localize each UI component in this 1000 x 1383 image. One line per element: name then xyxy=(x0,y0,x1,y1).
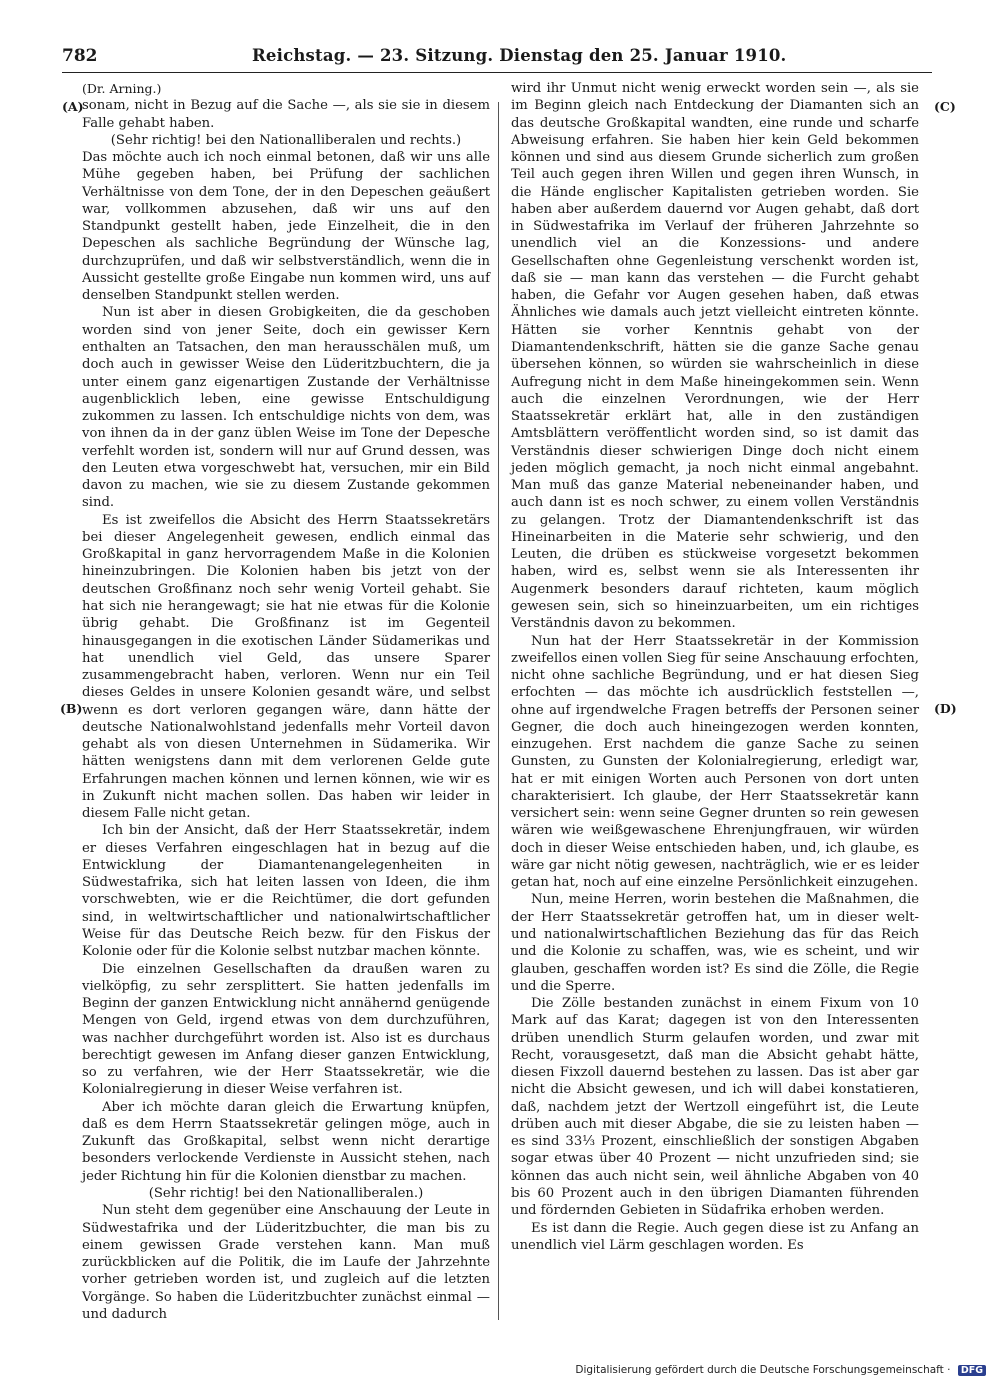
paragraph: Das möchte auch ich noch einmal betonen, daß wir uns alle Mühe gegeben haben, bei Prüfung der sachlichen Verhältnisse von dem Tone, der in den Depeschen geäußert war, vollkommen abzusehen, daß wir uns auf den Standpunkt gestellt haben, jede Einzelheit, die in den Depeschen als sachliche Begründung der Wünsche lag, durchzuprüfen, und daß wir selbstverständlich, wenn die in Aussicht gestellte große Eingabe nun kommen wird, uns auf denselben Standpunkt stellen werden. xyxy=(82,150,490,304)
margin-mark-c: (C) xyxy=(934,99,956,114)
paragraph: sonam, nicht in Bezug auf die Sache —, als sie sie in diesem Falle gehabt haben. xyxy=(82,98,490,131)
interjection: (Sehr richtig! bei den Nationalliberalen und rechts.) xyxy=(110,132,462,148)
paragraph: Aber ich möchte daran gleich die Erwartung knüpfen, daß es dem Herrn Staatssekretär gelingen möge, auch in Zukunft das Großkapital, selbst wenn nicht derartige besonders verlockende Verdienste in Aussicht stehen, nach jeder Richtung hin für die Kolonien dienstbar zu machen. xyxy=(82,1099,490,1184)
page-number: 782 xyxy=(62,46,98,66)
margin-mark-a: (A) xyxy=(62,99,84,114)
column-divider xyxy=(498,102,499,1320)
running-title: Reichstag. — 23. Sitzung. Dienstag den 25. Januar 1910. xyxy=(252,46,787,65)
paragraph: Es ist dann die Regie. Auch gegen diese ist zu Anfang an unendlich viel Lärm geschlagen worden. Es xyxy=(511,1220,919,1253)
paragraph: Die einzelnen Gesellschaften da draußen waren zu vielköpfig, zu sehr zersplittert. Sie hatten jedenfalls im Beginn der ganzen Entwicklung nicht annähernd genügende Mengen von Geld, irgend etwas von dem durchzuführen, was nachher durchgeführt worden ist. Also ist es durchaus berechtigt gewesen im Anfang dieser ganzen Entwicklung, so zu verfahren, wie der Herr Staatssekretär, wie die Kolonialregierung in dieser Weise verfahren ist. xyxy=(82,961,490,1098)
page-header xyxy=(62,44,932,73)
speaker-label: (Dr. Arning.) xyxy=(82,81,162,96)
paragraph: Die Zölle bestanden zunächst in einem Fixum von 10 Mark auf das Karat; dagegen ist von den Interessenten drüben unendlich Sturm gelaufen worden, und zwar mit Recht, vorausgesetzt, daß man die Absicht gehabt hätte, diesen Fixzoll dauernd bestehen zu lassen. Das ist aber gar nicht die Absicht gewesen, und ich will dabei konstatieren, daß, nachdem jetzt der Wertzoll eingeführt ist, die Leute drüben auch mit dieser Abgabe, die sie zu leisten haben — es sind 33⅓ Prozent, einschließlich der sonstigen Abgaben sogar etwas über 40 Prozent — nicht unzufrieden sind; sie können das auch nicht sein, weil ähnliche Abgaben von 40 bis 60 Prozent auch in den übrigen Diamanten führenden und fördernden Gebieten in Südafrika erhoben werden. xyxy=(511,996,919,1219)
paragraph: Nun hat der Herr Staatssekretär in der Kommission zweifellos einen vollen Sieg für seine Anschauung erfochten, nicht ohne sachliche Begründung, und er hat diesen Sieg erfochten — das möchte ich ausdrücklich feststellen —, ohne auf irgendwelche Fragen betreffs der Personen seiner Gegner, die doch auch hineingezogen werden konnten, einzugehen. Erst nachdem die ganze Sache zu seinen Gunsten, zu Gunsten der Kolonialregierung, erledigt war, hat er mit einigen Worten auch Personen von dort unten charakterisiert. Ich glaube, der Herr Staatssekretär kann versichert sein: wenn seine Gegner drunten so rein gewesen wären wie weißgewaschene Ehrenjungfrauen, wir würden doch in dieser Weise entschieden haben, und, ich glaube, es wäre gar nicht nötig gewesen, nachträglich, wie er es leider getan hat, noch auf eine einzelne Persönlichkeit einzugehen. xyxy=(511,633,919,891)
credit-text: Digitalisierung gefördert durch die Deutsche Forschungsgemeinschaft · xyxy=(575,1364,951,1376)
left-column xyxy=(82,80,490,1323)
interjection: (Sehr richtig! bei den Nationalliberalen.) xyxy=(148,1186,424,1201)
paragraph: Nun steht dem gegenüber eine Anschauung der Leute in Südwestafrika und der Lüderitzbuchter, die man bis zu einem gewissen Grade verstehen kann. Man muß zurückblicken auf die Politik, die im Laufe der Jahrzehnte vorher getrieben worden ist, und zugleich auf die letzten Vorgänge. So haben die Lüderitzbuchter zunächst einmal — und dadurch xyxy=(82,1203,490,1322)
paragraph: wird ihr Unmut nicht wenig erweckt worden sein —, als sie im Beginn gleich nach Entdeckung der Diamanten sich an das deutsche Großkapital wandten, eine runde und scharfe Abweisung erfahren. Sie haben hier kein Geld bekommen können und sind aus diesem Grunde sicherlich zum großen Teil auch gegen ihren Willen und gegen ihren Wunsch, in die Hände englischer Kapitalisten getrieben worden. Sie haben aber außerdem dauernd vor Augen gehabt, daß dort in Südwestafrika im Verlauf der früheren Jahrzehnte so unendlich viel an die Konzessions- und andere Gesellschaften ohne Gegenleistung verschenkt worden ist, daß sie — man kann das verstehen — die Furcht gehabt haben, die Gefahr vor Augen gesehen haben, daß etwas Ähnliches wie damals auch jetzt vielleicht eintreten könnte. Hätten sie vorher Kenntnis gehabt von der Diamantendenkschrift, hätten sie die ganze Sache genau übersehen können, so würden sie wahrscheinlich in diese Aufregung nicht in dem Maße hineingekommen sein. Wenn auch die einzelnen Verordnungen, wie der Herr Staatssekretär erklärt hat, alle in den zuständigen Amtsblättern veröffentlicht worden sind, so ist damit das Verständnis dieser schwierigen Dinge doch nicht einem jeden möglich gemacht, ja noch nicht einmal angebahnt. Man muß das ganze Material nebeneinander haben, und auch dann ist es noch schwer, zu einem vollen Verständnis zu gelangen. Trotz der Diamantendenkschrift ist das Hineinarbeiten in die Materie sehr schwierig, und den Leuten, die drüben es stückweise vorgesetzt bekommen haben, wird es, selbst wenn sie als Interessenten ihr Augenmerk besonders darauf richteten, kaum möglich gewesen sein, sich so hineinzuarbeiten, um ein richtiges Verständnis davon zu bekommen. xyxy=(511,81,919,632)
paragraph: Es ist zweifellos die Absicht des Herrn Staatssekretärs bei dieser Angelegenheit gewesen, endlich einmal das Großkapital in ganz hervorragendem Maße in die Kolonien hineinzubringen. Die Kolonien haben bis jetzt von der deutschen Großfinanz noch sehr wenig Vorteil gehabt. Sie hat sich nie herangewagt; sie hat nie etwas für die Kolonie übrig gehabt. Die Großfinanz ist im Gegenteil hinausgegangen in die exotischen Länder Südamerikas und hat unendlich viel Geld, das unsere Sparer zusammengebracht haben, verloren. Wenn nur ein Teil dieses Geldes in unsere Kolonien gesandt wäre, und selbst wenn es dort verloren gegangen wäre, dann hätte der deutsche Nationalwohlstand jedenfalls mehr Vorteil davon gehabt als von diesen Unternehmen in Südamerika. Wir hätten wenigstens dann mit dem verlorenen Gelde gute Erfahrungen machen können und lernen können, wie wir es in Zukunft nicht machen sollen. Das haben wir leider in diesem Falle nicht getan. xyxy=(82,512,490,822)
margin-mark-d: (D) xyxy=(934,701,957,716)
paragraph: Ich bin der Ansicht, daß der Herr Staatssekretär, indem er dieses Verfahren eingeschlagen hat in bezug auf die Entwicklung der Diamantenangelegenheiten in Südwestafrika, sich hat leiten lassen von Ideen, die ihm vorschwebten, wie er die Reichtümer, die dort gefunden sind, in weltwirtschaftlicher und nationalwirtschaftlicher Weise für das Deutsche Reich bezw. für den Fiskus der Kolonie oder für die Kolonie selbst nutzbar machen könnte. xyxy=(82,823,490,960)
paragraph: Nun ist aber in diesen Grobigkeiten, die da geschoben worden sind von jener Seite, doch ein gewisser Kern enthalten an Tatsachen, den man herausschälen muß, um doch auch in gewisser Weise den Lüderitzbuchtern, die ja unter einem ganz eigenartigen Zustande der Verhältnisse augenblicklich leben, eine gewisse Entschuldigung zukommen zu lassen. Ich entschuldige nichts von dem, was von ihnen da in der ganz üblen Weise im Tone der Depesche verfehlt worden ist, sondern will nur auf Grund dessen, was den Leuten etwa vorgeschwebt hat, versuchen, mir ein Bild davon zu machen, wie sie zu diesem Zustande gekommen sind. xyxy=(82,305,490,511)
dfg-logo: DFG xyxy=(958,1365,986,1376)
margin-mark-b: (B) xyxy=(60,701,83,716)
digitization-credit xyxy=(575,1364,986,1376)
right-column xyxy=(511,80,919,1254)
paragraph: Nun, meine Herren, worin bestehen die Maßnahmen, die der Herr Staatssekretär getroffen hat, um in dieser welt- und nationalwirtschaftlichen Beziehung das für das Reich und die Kolonie zu schaffen, was, wie es scheint, und wir glauben, geschaffen worden ist? Es sind die Zölle, die Regie und die Sperre. xyxy=(511,892,919,994)
